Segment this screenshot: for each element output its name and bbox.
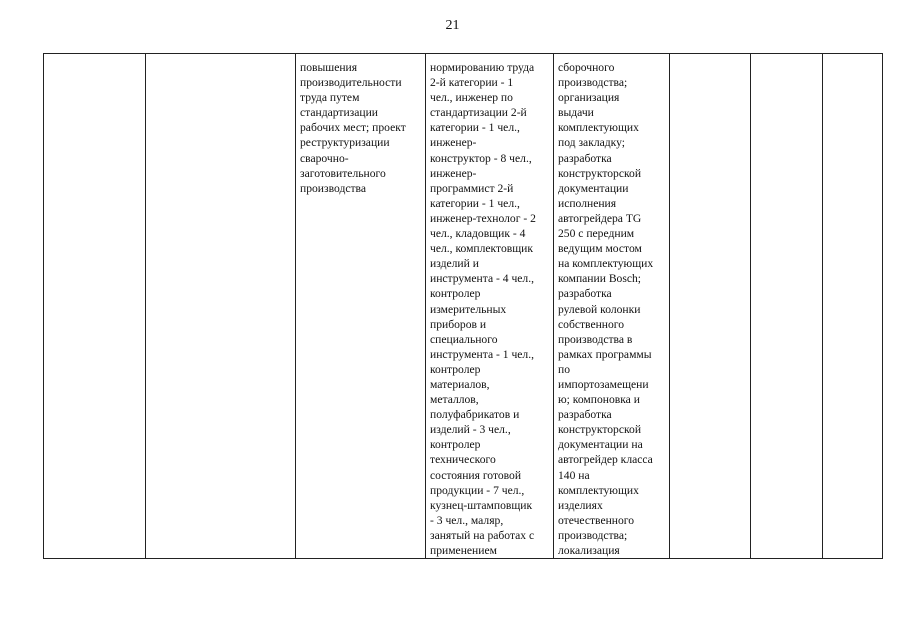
document-table bbox=[43, 53, 883, 559]
cell-text: повышения производительности труда путем стандартизации рабочих мест; проект реструктуризации сварочно- заготовительного производства bbox=[300, 61, 406, 195]
cell-text: нормированию труда 2-й категории - 1 чел., инженер по стандартизации 2-й категории - 1 чел., инженер- конструктор - 8 чел., инженер- программист 2-й категории - 1 чел., инженер-технолог - 2 чел., кладовщик - 4 чел., комплектовщик изделий и инструмента - 4 чел., контролер измерительных приборов и специального инструмента - 1 чел., контролер материалов, металлов, полуфабрикатов и изделий - 3 чел., контролер технического состояния готовой продукции - 7 чел., кузнец-штамповщик - 3 чел., маляр, занятый на работах с применением bbox=[430, 61, 536, 557]
table-cell-col6 bbox=[670, 54, 751, 559]
table-cell-col7 bbox=[751, 54, 823, 559]
table-cell-col3 bbox=[296, 54, 426, 559]
table-cell-col4 bbox=[426, 54, 554, 559]
table-cell-col8 bbox=[823, 54, 883, 559]
table-cell-col2 bbox=[146, 54, 296, 559]
table-cell-col1 bbox=[44, 54, 146, 559]
table-row bbox=[44, 54, 883, 559]
cell-text: сборочного производства; организация выдачи комплектующих под закладку; разработка конструкторской документации исполнения автогрейдера TG 250 с передним ведущим мостом на комплектующих компании Bosch; разработка рулевой колонки собственного производства в рамках программы по импортозамещени ю; компоновка и разработка конструкторской документации на автогрейдер класса 140 на комплектующих изделиях отечественного производства; локализация bbox=[558, 61, 654, 557]
table-cell-col5 bbox=[554, 54, 670, 559]
page-number: 21 bbox=[445, 18, 460, 33]
